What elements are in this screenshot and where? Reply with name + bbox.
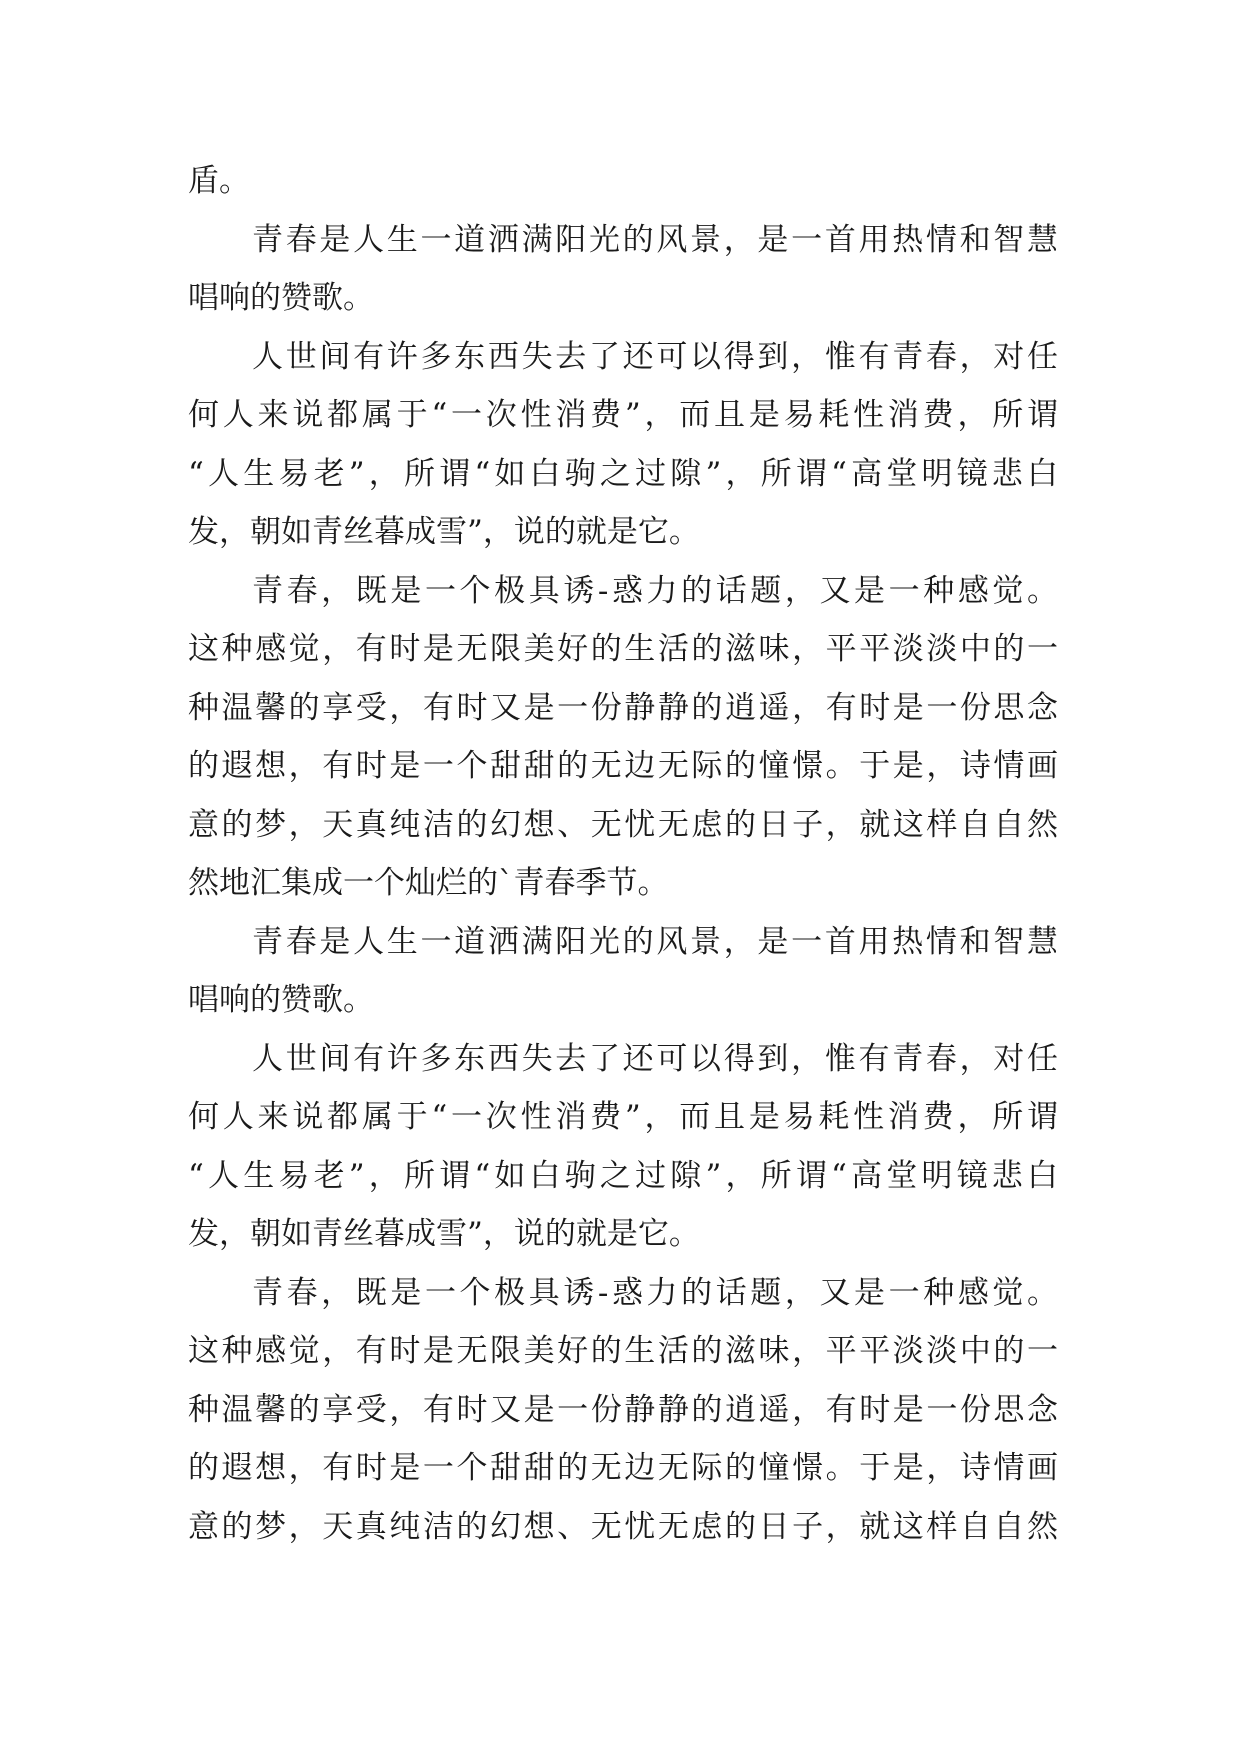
text-line: 这种感觉，有时是无限美好的生活的滋味，平平淡淡中的一 xyxy=(188,631,1058,667)
text-line: 盾。 xyxy=(188,163,250,199)
text-line: 种温馨的享受，有时又是一份静静的逍遥，有时是一份思念 xyxy=(188,1392,1058,1428)
text-line: 的遐想，有时是一个甜甜的无边无际的憧憬。于是，诗情画 xyxy=(188,748,1058,784)
text-line: 意的梦，天真纯洁的幻想、无忧无虑的日子，就这样自自然 xyxy=(188,1509,1058,1545)
paragraph-first-line: 青春是人生一道洒满阳光的风景，是一首用热情和智慧 xyxy=(252,924,1058,960)
text-line: 何人来说都属于“一次性消费”，而且是易耗性消费，所谓 xyxy=(188,1099,1058,1135)
text-line: 意的梦，天真纯洁的幻想、无忧无虑的日子，就这样自自然 xyxy=(188,807,1058,843)
text-line: 这种感觉，有时是无限美好的生活的滋味，平平淡淡中的一 xyxy=(188,1333,1058,1369)
paragraph-first-line: 青春是人生一道洒满阳光的风景，是一首用热情和智慧 xyxy=(252,222,1058,258)
paragraph-first-line: 青春，既是一个极具诱-惑力的话题，又是一种感觉。 xyxy=(252,1275,1058,1311)
paragraph-first-line: 人世间有许多东西失去了还可以得到，惟有青春，对任 xyxy=(252,339,1058,375)
text-line: 唱响的赞歌。 xyxy=(188,982,374,1018)
text-line: 发，朝如青丝暮成雪”，说的就是它。 xyxy=(188,1216,700,1252)
text-line: 何人来说都属于“一次性消费”，而且是易耗性消费，所谓 xyxy=(188,397,1058,433)
text-line: 种温馨的享受，有时又是一份静静的逍遥，有时是一份思念 xyxy=(188,690,1058,726)
text-line: 发，朝如青丝暮成雪”，说的就是它。 xyxy=(188,514,700,550)
text-line: 唱响的赞歌。 xyxy=(188,280,374,316)
paragraph-first-line: 青春，既是一个极具诱-惑力的话题，又是一种感觉。 xyxy=(252,573,1058,609)
text-line: “人生易老”，所谓“如白驹之过隙”，所谓“高堂明镜悲白 xyxy=(188,456,1058,492)
text-line: 的遐想，有时是一个甜甜的无边无际的憧憬。于是，诗情画 xyxy=(188,1450,1058,1486)
text-line: “人生易老”，所谓“如白驹之过隙”，所谓“高堂明镜悲白 xyxy=(188,1158,1058,1194)
text-line: 然地汇集成一个灿烂的`青春季节。 xyxy=(188,865,669,901)
paragraph-first-line: 人世间有许多东西失去了还可以得到，惟有青春，对任 xyxy=(252,1041,1058,1077)
